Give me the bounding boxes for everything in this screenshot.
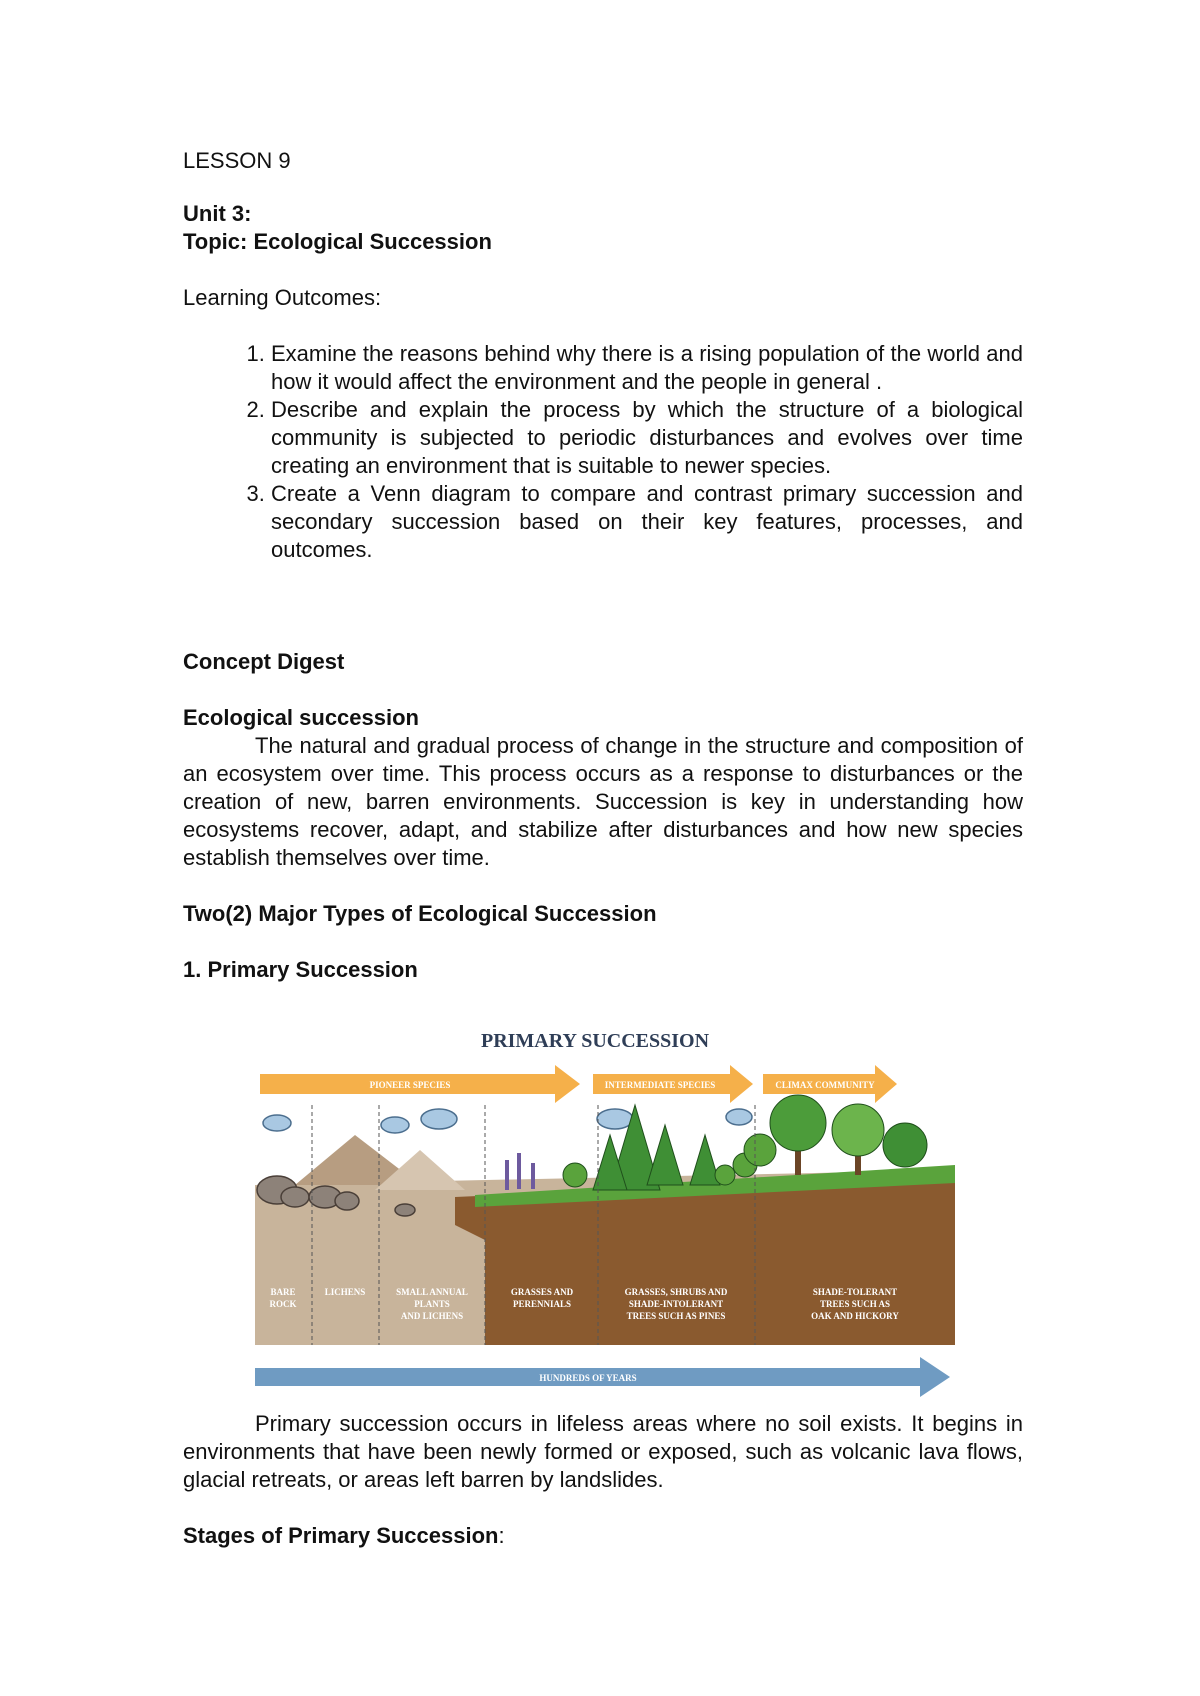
shrub-icon [563, 1163, 587, 1187]
primary-succession-paragraph: Primary succession occurs in lifeless areas where no soil exists. It begins in environments that have been newly formed or exposed, such as volcanic lava flows, glacial retreats, or areas left barren by landslides. [183, 1411, 1023, 1492]
learning-outcomes-heading: Learning Outcomes: [183, 285, 382, 310]
stage-label: SMALL ANNUAL PLANTS AND LICHENS [396, 1287, 468, 1321]
outcome-item: 1. Examine the reasons behind why there is a rising population of the world and how it would affect the environment and the people in general . [271, 340, 1023, 396]
primary-succession-heading: 1. Primary Succession [183, 957, 418, 982]
arrow-label: CLIMAX COMMUNITY [775, 1080, 875, 1090]
unit-label: Unit 3: [183, 201, 252, 226]
timeline-label: HUNDREDS OF YEARS [539, 1373, 637, 1383]
stage-label: BARE ROCK [269, 1287, 297, 1309]
stage-label: GRASSES AND PERENNIALS [510, 1287, 574, 1309]
arrow-label: PIONEER SPECIES [369, 1080, 451, 1090]
types-heading: Two(2) Major Types of Ecological Succession [183, 901, 657, 926]
oak-tree-icon [770, 1095, 826, 1151]
concept-digest-heading: Concept Digest [183, 649, 345, 674]
cloud-icon [263, 1115, 291, 1131]
cloud-icon [421, 1109, 457, 1129]
topic-title: Topic: Ecological Succession [183, 229, 492, 254]
rock-icon [335, 1192, 359, 1210]
figure-title: PRIMARY SUCCESSION [480, 1030, 710, 1052]
primary-succession-figure [255, 1025, 955, 1405]
oak-tree-icon [883, 1123, 927, 1167]
arrow-label: INTERMEDIATE SPECIES [604, 1080, 716, 1090]
stage-label: SHADE-TOLERANT TREES SUCH AS OAK AND HICKORY [811, 1287, 899, 1321]
oak-tree-icon [832, 1104, 884, 1156]
flower-icon [517, 1153, 521, 1189]
flower-icon [531, 1163, 535, 1189]
stage-label: GRASSES, SHRUBS AND SHADE-INTOLERANT TREES SUCH AS PINES [624, 1287, 728, 1321]
stages-heading: Stages of Primary Succession [183, 1523, 499, 1548]
cloud-icon [381, 1117, 409, 1133]
ecological-succession-heading: Ecological succession [183, 705, 419, 730]
stages-heading-line [183, 1522, 1023, 1550]
outcome-item: 2. Describe and explain the process by which the structure of a biological community is subjected to periodic disturbances and evolves over time creating an environment that is suitable to newer species. [271, 396, 1023, 480]
stages-heading-colon: : [498, 1523, 505, 1548]
oak-tree-icon [744, 1134, 776, 1166]
stage-label: LICHENS [324, 1287, 366, 1297]
ecological-succession-paragraph: The natural and gradual process of change in the structure and composition of an ecosystem over time. This process occurs as a response to disturbances or the creation of new, barren environments. Succession is key in understanding how ecosystems recover, adapt, and stabilize after disturbances and how new species establish themselves over time. [183, 733, 1023, 870]
rock-icon [395, 1204, 415, 1216]
lesson-label: LESSON 9 [183, 148, 291, 173]
learning-outcomes-list [183, 340, 1023, 564]
shrub-icon [715, 1165, 735, 1185]
cloud-icon [597, 1109, 633, 1129]
outcome-item: 3. Create a Venn diagram to compare and contrast primary succession and secondary succession based on their key features, processes, and outcomes. [271, 480, 1023, 564]
cloud-icon [726, 1109, 752, 1125]
flower-icon [505, 1160, 509, 1190]
rock-icon [281, 1187, 309, 1207]
